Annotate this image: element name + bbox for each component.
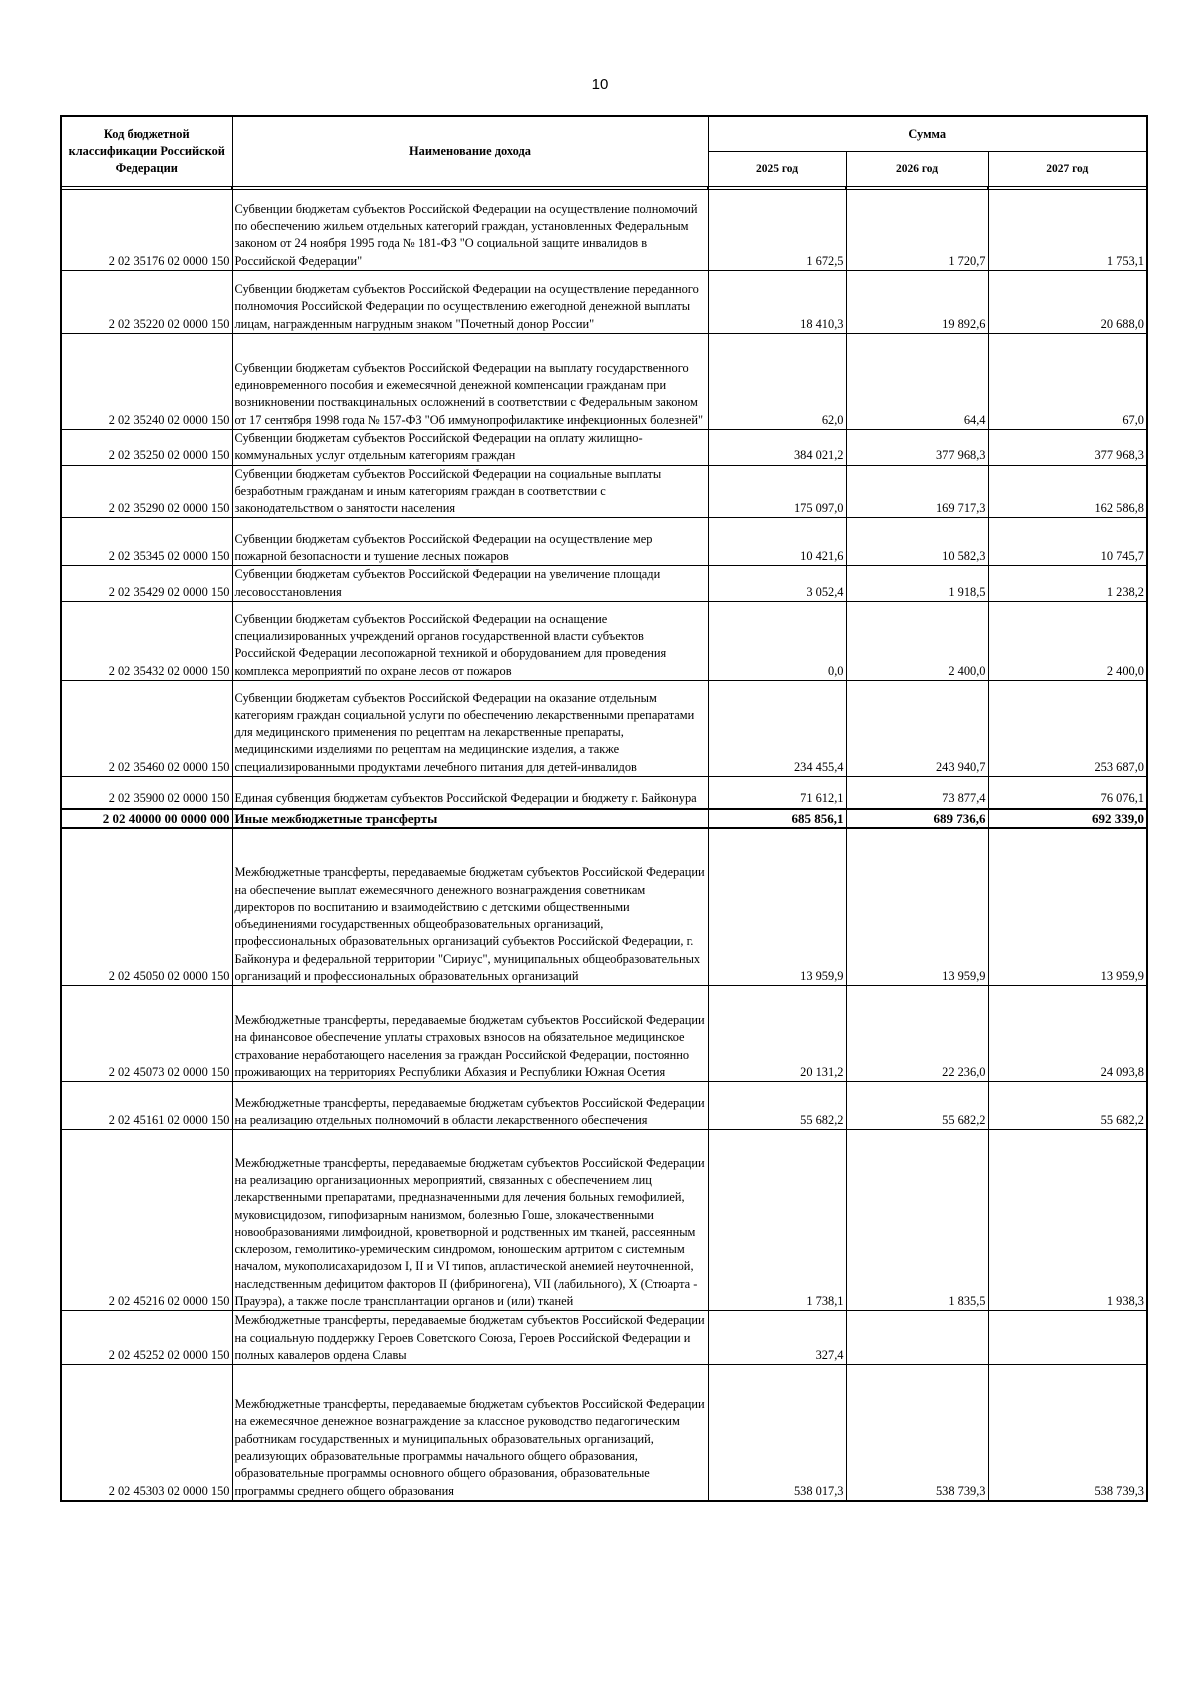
row-code: 2 02 45303 02 0000 150 <box>61 1365 232 1501</box>
row-amount-2026: 73 877,4 <box>846 777 988 809</box>
row-amount-2025: 55 682,2 <box>708 1082 846 1130</box>
table-row <box>61 465 1147 518</box>
row-code: 2 02 35240 02 0000 150 <box>61 334 232 430</box>
row-name: Субвенции бюджетам субъектов Российской Федерации на осуществление полномочий по обеспечению жильем отдельных категорий граждан, установленных Федеральным законом от 24 ноября 1995 года № 181-ФЗ "О социальной защите инвалидов в Российской Федерации" <box>232 190 708 271</box>
row-amount-2027: 162 586,8 <box>988 465 1147 518</box>
row-name: Межбюджетные трансферты, передаваемые бюджетам субъектов Российской Федерации на обеспечение выплат ежемесячного денежного вознаграждения советникам директоров по воспитанию и взаимодействию с детскими общественными объединениями государственных общеобразовательных организаций, профессиональных образовательных организаций субъектов Российской Федерации, г. Байконура и федеральной территории "Сириус", муниципальных общеобразовательных организаций и профессиональных образовательных организаций <box>232 828 708 986</box>
row-amount-2025: 538 017,3 <box>708 1365 846 1501</box>
table-row <box>61 1311 1147 1365</box>
row-name: Межбюджетные трансферты, передаваемые бюджетам субъектов Российской Федерации на реализацию отдельных полномочий в области лекарственного обеспечения <box>232 1082 708 1130</box>
row-name: Межбюджетные трансферты, передаваемые бюджетам субъектов Российской Федерации на реализацию организационных мероприятий, связанных с обеспечением лиц лекарственными препаратами, предназначенными для лечения больных гемофилией, муковисцидозом, гипофизарным нанизмом, болезнью Гоше, злокачественными новообразованиями лимфоидной, кроветворной и родственных им тканей, рассеянным склерозом, гемолитико-уремическим синдромом, юношеским артритом с системным началом, мукополисахаридозом I, II и VI типов, апластической анемией неуточненной, наследственным дефицитом факторов II (фибриногена), VII (лабильного), X (Стюарта - Прауэра), а также после трансплантации органов и (или) тканей <box>232 1130 708 1311</box>
table-row <box>61 190 1147 271</box>
table-row <box>61 1365 1147 1501</box>
row-amount-2027: 76 076,1 <box>988 777 1147 809</box>
row-amount-2025: 62,0 <box>708 334 846 430</box>
table-row <box>61 566 1147 602</box>
table-row <box>61 430 1147 466</box>
table-row <box>61 828 1147 986</box>
row-amount-2025: 685 856,1 <box>708 809 846 828</box>
row-amount-2026: 169 717,3 <box>846 465 988 518</box>
table-row <box>61 1130 1147 1311</box>
header-year-2027: 2027 год <box>988 152 1147 187</box>
row-amount-2027: 538 739,3 <box>988 1365 1147 1501</box>
row-code: 2 02 35460 02 0000 150 <box>61 681 232 777</box>
row-amount-2025: 234 455,4 <box>708 681 846 777</box>
row-amount-2026: 10 582,3 <box>846 518 988 566</box>
row-name: Иные межбюджетные трансферты <box>232 809 708 828</box>
row-amount-2027: 24 093,8 <box>988 986 1147 1082</box>
row-name: Субвенции бюджетам субъектов Российской Федерации на осуществление переданного полномочия Российской Федерации по осуществлению ежегодной денежной выплаты лицам, награжденным нагрудным знаком "Почетный донор России" <box>232 271 708 334</box>
row-amount-2026: 19 892,6 <box>846 271 988 334</box>
row-amount-2027: 20 688,0 <box>988 271 1147 334</box>
table-row <box>61 602 1147 681</box>
row-amount-2025: 20 131,2 <box>708 986 846 1082</box>
row-name: Субвенции бюджетам субъектов Российской Федерации на оплату жилищно-коммунальных услуг отдельным категориям граждан <box>232 430 708 466</box>
header-year-2026: 2026 год <box>846 152 988 187</box>
row-amount-2027: 253 687,0 <box>988 681 1147 777</box>
row-amount-2026: 243 940,7 <box>846 681 988 777</box>
row-amount-2025: 175 097,0 <box>708 465 846 518</box>
table-row <box>61 809 1147 828</box>
row-amount-2025: 0,0 <box>708 602 846 681</box>
row-code: 2 02 45216 02 0000 150 <box>61 1130 232 1311</box>
row-name: Межбюджетные трансферты, передаваемые бюджетам субъектов Российской Федерации на финансовое обеспечение уплаты страховых взносов на обязательное медицинское страхование неработающего населения за граждан Российской Федерации, постоянно проживающих на территориях Республики Абхазия и Республики Южная Осетия <box>232 986 708 1082</box>
row-name: Субвенции бюджетам субъектов Российской Федерации на осуществление мер пожарной безопасности и тушение лесных пожаров <box>232 518 708 566</box>
row-name: Субвенции бюджетам субъектов Российской Федерации на оказание отдельным категориям граждан социальной услуги по обеспечению лекарственными препаратами для медицинского применения по рецептам на лекарственные препараты, медицинскими изделиями по рецептам на медицинские изделия, а также специализированными продуктами лечебного питания для детей-инвалидов <box>232 681 708 777</box>
header-name: Наименование дохода <box>232 116 708 187</box>
row-name: Субвенции бюджетам субъектов Российской Федерации на социальные выплаты безработным гражданам и иным категориям граждан в соответствии с законодательством о занятости населения <box>232 465 708 518</box>
row-amount-2026: 689 736,6 <box>846 809 988 828</box>
row-amount-2025: 18 410,3 <box>708 271 846 334</box>
row-amount-2025: 327,4 <box>708 1311 846 1365</box>
row-amount-2027: 1 753,1 <box>988 190 1147 271</box>
row-amount-2026: 1 918,5 <box>846 566 988 602</box>
row-amount-2026: 22 236,0 <box>846 986 988 1082</box>
table-body <box>61 187 1147 1501</box>
row-amount-2027: 13 959,9 <box>988 828 1147 986</box>
row-amount-2027: 2 400,0 <box>988 602 1147 681</box>
header-year-2025: 2025 год <box>708 152 846 187</box>
row-amount-2027: 1 238,2 <box>988 566 1147 602</box>
row-code: 2 02 35432 02 0000 150 <box>61 602 232 681</box>
table-row <box>61 681 1147 777</box>
row-name: Субвенции бюджетам субъектов Российской Федерации на увеличение площади лесовосстановления <box>232 566 708 602</box>
row-amount-2025: 13 959,9 <box>708 828 846 986</box>
header-sum: Сумма <box>708 116 1147 152</box>
row-amount-2026: 2 400,0 <box>846 602 988 681</box>
row-name: Субвенции бюджетам субъектов Российской Федерации на выплату государственного единовременного пособия и ежемесячной денежной компенсации гражданам при возникновении поствакцинальных осложнений в соответствии с Федеральным законом от 17 сентября 1998 года № 157-ФЗ "Об иммунопрофилактике инфекционных болезней" <box>232 334 708 430</box>
row-amount-2025: 384 021,2 <box>708 430 846 466</box>
row-code: 2 02 45161 02 0000 150 <box>61 1082 232 1130</box>
row-amount-2026 <box>846 1311 988 1365</box>
page-number: 10 <box>591 76 609 93</box>
row-amount-2027: 692 339,0 <box>988 809 1147 828</box>
table-row <box>61 986 1147 1082</box>
row-amount-2026: 1 720,7 <box>846 190 988 271</box>
row-amount-2026: 377 968,3 <box>846 430 988 466</box>
row-code: 2 02 45073 02 0000 150 <box>61 986 232 1082</box>
row-code: 2 02 40000 00 0000 000 <box>61 809 232 828</box>
row-name: Межбюджетные трансферты, передаваемые бюджетам субъектов Российской Федерации на социальную поддержку Героев Советского Союза, Героев Российской Федерации и полных кавалеров ордена Славы <box>232 1311 708 1365</box>
row-amount-2027: 67,0 <box>988 334 1147 430</box>
row-code: 2 02 35900 02 0000 150 <box>61 777 232 809</box>
row-amount-2026: 13 959,9 <box>846 828 988 986</box>
row-code: 2 02 45252 02 0000 150 <box>61 1311 232 1365</box>
row-amount-2026: 64,4 <box>846 334 988 430</box>
row-amount-2025: 10 421,6 <box>708 518 846 566</box>
table-header <box>61 116 1147 187</box>
revenue-table <box>60 115 1148 1502</box>
row-code: 2 02 35345 02 0000 150 <box>61 518 232 566</box>
row-code: 2 02 35176 02 0000 150 <box>61 190 232 271</box>
row-amount-2026: 55 682,2 <box>846 1082 988 1130</box>
row-amount-2026: 1 835,5 <box>846 1130 988 1311</box>
row-amount-2025: 3 052,4 <box>708 566 846 602</box>
row-name: Субвенции бюджетам субъектов Российской Федерации на оснащение специализированных учреждений органов государственной власти субъектов Российской Федерации лесопожарной техникой и оборудованием для проведения комплекса мероприятий по охране лесов от пожаров <box>232 602 708 681</box>
table-row <box>61 271 1147 334</box>
row-amount-2025: 1 738,1 <box>708 1130 846 1311</box>
row-code: 2 02 35290 02 0000 150 <box>61 465 232 518</box>
row-code: 2 02 35220 02 0000 150 <box>61 271 232 334</box>
header-code: Код бюджетной классификации Российской Федерации <box>61 116 232 187</box>
row-amount-2027: 10 745,7 <box>988 518 1147 566</box>
table-row <box>61 518 1147 566</box>
row-name: Единая субвенция бюджетам субъектов Российской Федерации и бюджету г. Байконура <box>232 777 708 809</box>
row-code: 2 02 35250 02 0000 150 <box>61 430 232 466</box>
row-amount-2026: 538 739,3 <box>846 1365 988 1501</box>
row-name: Межбюджетные трансферты, передаваемые бюджетам субъектов Российской Федерации на ежемесячное денежное вознаграждение за классное руководство педагогическим работникам государственных и муниципальных образовательных организаций, реализующих образовательные программы начального общего образования, образовательные программы основного общего образования, образовательные программы среднего общего образования <box>232 1365 708 1501</box>
row-code: 2 02 45050 02 0000 150 <box>61 828 232 986</box>
row-amount-2027 <box>988 1311 1147 1365</box>
row-amount-2025: 71 612,1 <box>708 777 846 809</box>
row-amount-2025: 1 672,5 <box>708 190 846 271</box>
table-row <box>61 334 1147 430</box>
row-code: 2 02 35429 02 0000 150 <box>61 566 232 602</box>
table-row <box>61 1082 1147 1130</box>
row-amount-2027: 55 682,2 <box>988 1082 1147 1130</box>
table-row <box>61 777 1147 809</box>
row-amount-2027: 377 968,3 <box>988 430 1147 466</box>
row-amount-2027: 1 938,3 <box>988 1130 1147 1311</box>
